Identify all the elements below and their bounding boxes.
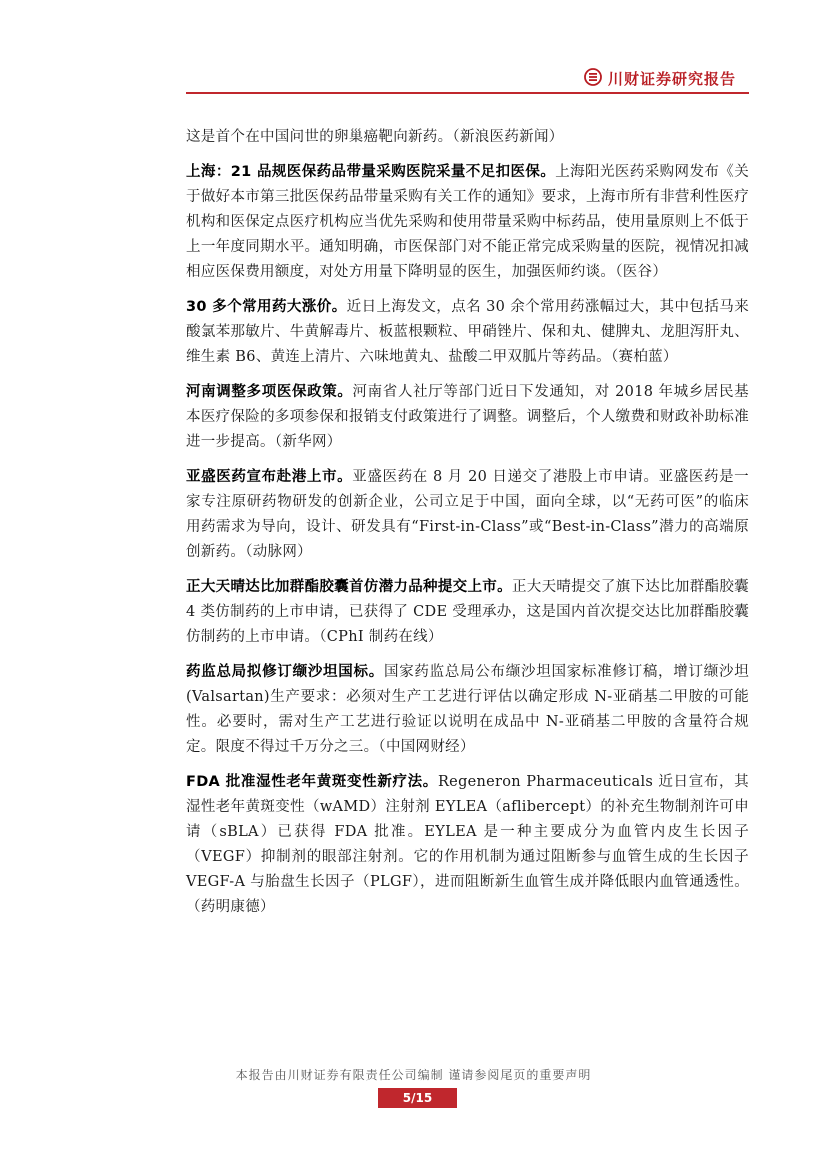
page-header bbox=[186, 64, 748, 94]
paragraph-lead: 河南调整多项医保政策。 bbox=[186, 384, 353, 400]
paragraph-lead: 亚盛医药宣布赴港上市。 bbox=[186, 469, 353, 485]
paragraph-lead: 药监总局拟修订缬沙坦国标。 bbox=[186, 664, 384, 680]
paragraph-lead: FDA 批准湿性老年黄斑变性新疗法。 bbox=[186, 774, 438, 790]
header-divider bbox=[186, 92, 749, 94]
paragraph-text: 近日上海发文，点名 30 余个常用药涨幅过大，其中包括马来酸氯苯那敏片、牛黄解毒片、板蓝根颗粒、甲硝锉片、保和丸、健脾丸、龙胆泻肝丸、维生素 B6、黄连上清片、六味地黄丸、盐酸二甲双胍片等药品。（赛柏蓝） bbox=[186, 299, 750, 365]
paragraph-text: 这是首个在中国问世的卵巢癌靶向新药。（新浪医药新闻） bbox=[186, 129, 564, 145]
paragraph-lead: 30 多个常用药大涨价。 bbox=[186, 299, 347, 315]
article-body bbox=[186, 125, 749, 930]
paragraph bbox=[186, 770, 749, 920]
paragraph-text: 上海阳光医药采购网发布《关于做好本市第三批医保药品带量采购有关工作的通知》要求，上海市所有非营利性医疗机构和医保定点医疗机构应当优先采购和使用带量采购中标药品，使用量原则上不低于上一年度同期水平。通知明确，市医保部门对不能正常完成采购量的医院，视情况扣减相应医保费用额度，对处方用量下降明显的医生，加强医师约谈。（医谷） bbox=[186, 164, 749, 280]
company-logo-icon bbox=[584, 68, 602, 86]
paragraph-text: 河南省人社厅等部门近日下发通知，对 2018 年城乡居民基本医疗保险的多项参保和报销支付政策进行了调整。调整后，个人缴费和财政补助标准进一步提高。（新华网） bbox=[186, 384, 749, 450]
page-number: 5/15 bbox=[378, 1088, 457, 1108]
paragraph-lead: 上海：21 品规医保药品带量采购医院采量不足扣医保。 bbox=[186, 164, 556, 180]
paragraph bbox=[186, 380, 749, 455]
paragraph bbox=[186, 160, 749, 285]
paragraph-text: Regeneron Pharmaceuticals 近日宣布，其湿性老年黄斑变性（wAMD）注射剂 EYLEA（aflibercept）的补充生物制剂许可申请（sBLA）已获得 FDA 批准。EYLEA 是一种主要成分为血管内皮生长因子（VEGF）抑制剂的眼部注射剂。它的作用机制为通过阻断参与血管生成的生长因子 VEGF-A 与胎盘生长因子（PLGF），进而阻断新生血管生成并降低眼内血管通透性。（药明康德） bbox=[186, 774, 749, 915]
paragraph bbox=[186, 660, 749, 760]
paragraph-lead: 正大天晴达比加群酯胶囊首仿潜力品种提交上市。 bbox=[186, 579, 512, 595]
report-title: 川财证券研究报告 bbox=[608, 70, 737, 88]
paragraph bbox=[186, 575, 749, 650]
paragraph-text: 国家药监总局公布缬沙坦国家标准修订稿，增订缬沙坦(Valsartan)生产要求：必须对生产工艺进行评估以确定形成 N-亚硝基二甲胺的可能性。必要时，需对生产工艺进行验证以说明在成品中 N-亚硝基二甲胺的含量符合规定。限度不得过千万分之三。（中国网财经） bbox=[186, 664, 749, 755]
paragraph bbox=[186, 125, 749, 150]
paragraph-text: 正大天晴提交了旗下达比加群酯胶囊 4 类仿制药的上市申请，已获得了 CDE 受理承办，这是国内首次提交达比加群酯胶囊仿制药的上市申请。（CPhI 制药在线） bbox=[186, 579, 749, 645]
paragraph-text: 亚盛医药在 8 月 20 日递交了港股上市申请。亚盛医药是一家专注原研药物研发的创新企业，公司立足于中国，面向全球，以“无药可医”的临床用药需求为导向，设计、研发具有“First-in-Class”或“Best-in-Class”潜力的高端原创新药。（动脉网） bbox=[186, 469, 749, 560]
paragraph bbox=[186, 465, 749, 565]
paragraph bbox=[186, 295, 749, 370]
disclaimer-note: 本报告由川财证券有限责任公司编制 谨请参阅尾页的重要声明 bbox=[235, 1068, 592, 1082]
